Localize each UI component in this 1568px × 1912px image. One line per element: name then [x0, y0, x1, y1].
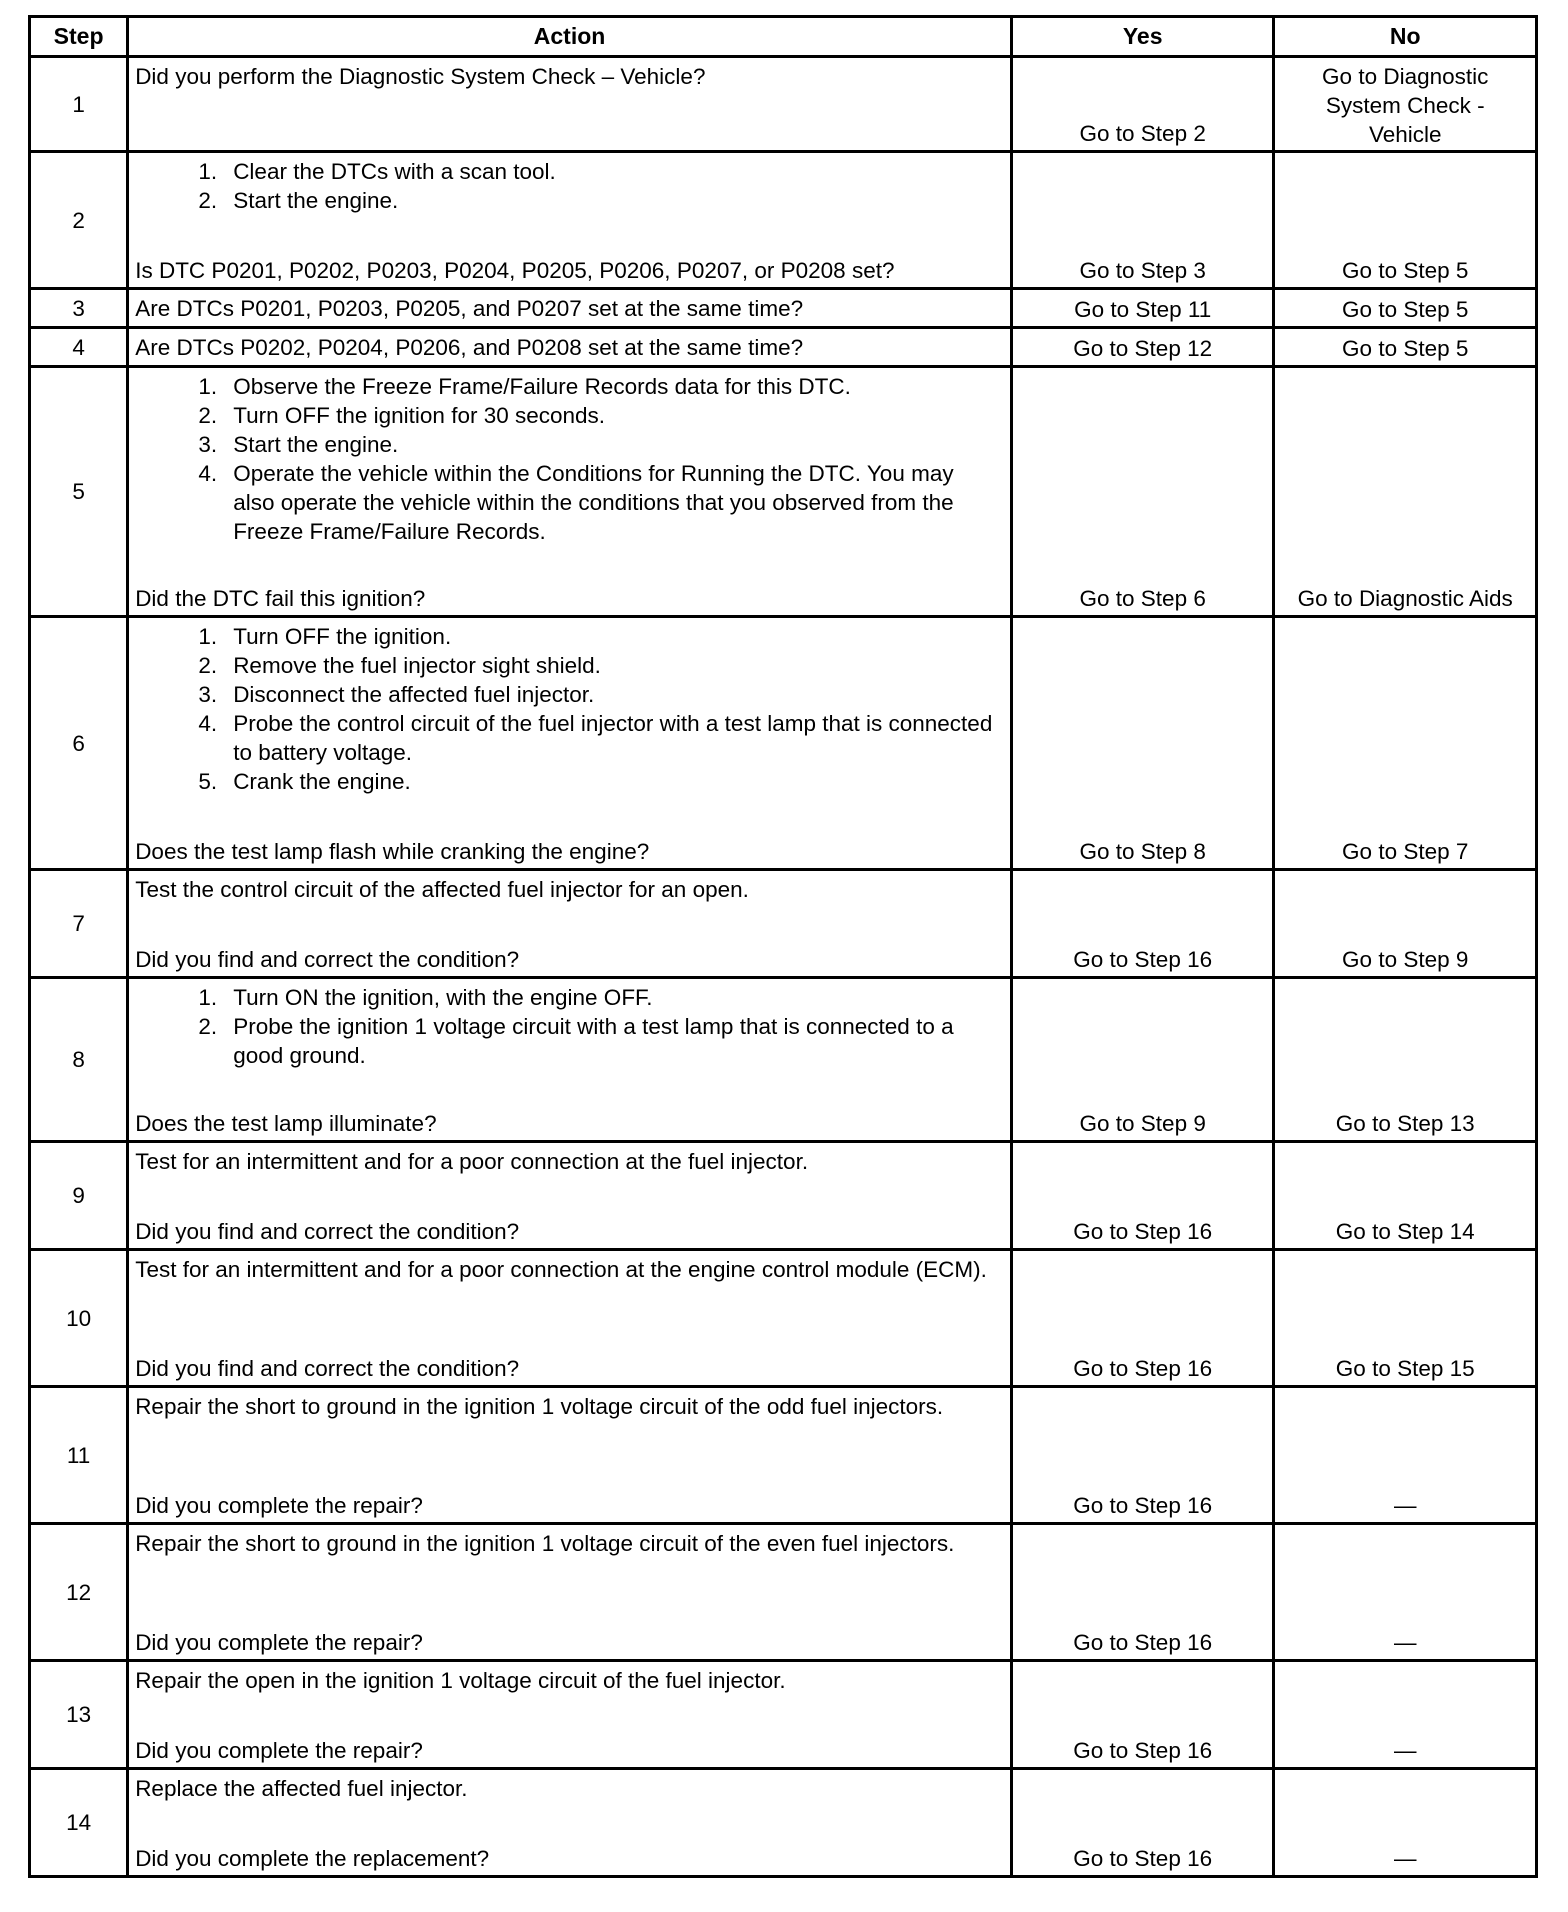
step-number: 5	[30, 367, 128, 617]
yes-outcome: Go to Step 16	[1073, 1846, 1213, 1871]
step-number: 2	[30, 152, 128, 289]
header-row	[30, 17, 1537, 57]
table-row	[30, 1769, 1537, 1877]
instruction-text: Remove the fuel injector sight shield.	[233, 653, 601, 678]
yes-outcome: Go to Step 16	[1073, 1738, 1213, 1763]
no-outcome: Go to Diagnostic System Check - Vehicle	[1322, 64, 1489, 147]
yes-outcome: Go to Step 2	[1079, 121, 1206, 146]
table-row	[30, 367, 1537, 617]
no-cell	[1274, 1769, 1537, 1877]
instruction-text: Operate the vehicle within the Conditions for Running the DTC. You may also operate the vehicle within the conditions that you observed from the Freeze Frame/Failure Records.	[233, 461, 954, 544]
instruction-text: Observe the Freeze Frame/Failure Records data for this DTC.	[233, 374, 851, 399]
yes-outcome: Go to Step 12	[1073, 336, 1213, 361]
step-number: 14	[30, 1769, 128, 1877]
table-row	[30, 870, 1537, 978]
yes-cell	[1011, 1250, 1274, 1387]
instruction-item	[135, 186, 1004, 215]
no-cell	[1274, 1387, 1537, 1524]
table-row	[30, 1142, 1537, 1250]
step-number: 8	[30, 978, 128, 1142]
instruction-number: 2.	[198, 653, 218, 678]
table-row	[30, 1661, 1537, 1769]
action-text: Did you perform the Diagnostic System Check – Vehicle?	[135, 64, 706, 89]
instruction-number: 1.	[198, 374, 218, 399]
instruction-list	[135, 983, 1004, 1070]
table-row	[30, 617, 1537, 870]
no-cell	[1274, 152, 1537, 289]
step-number: 1	[30, 57, 128, 152]
no-outcome: Go to Step 9	[1342, 947, 1469, 972]
table-row	[30, 1387, 1537, 1524]
header-action: Action	[128, 17, 1012, 57]
instruction-item	[135, 983, 1004, 1012]
action-question: Is DTC P0201, P0202, P0203, P0204, P0205, P0206, P0207, or P0208 set?	[135, 258, 895, 283]
instruction-text: Turn ON the ignition, with the engine OFF.	[233, 985, 653, 1010]
no-cell	[1274, 1661, 1537, 1769]
instruction-list	[135, 622, 1004, 796]
table-row	[30, 289, 1537, 328]
table-row	[30, 1250, 1537, 1387]
action-text: Test the control circuit of the affected fuel injector for an open.	[135, 877, 749, 902]
no-outcome: Go to Step 5	[1342, 258, 1469, 283]
instruction-text: Probe the ignition 1 voltage circuit with a test lamp that is connected to a good ground.	[233, 1014, 954, 1068]
table-row	[30, 978, 1537, 1142]
instruction-item	[135, 680, 1004, 709]
no-cell	[1274, 1142, 1537, 1250]
instruction-item	[135, 1012, 1004, 1070]
no-cell	[1274, 57, 1537, 152]
action-cell	[128, 1142, 1012, 1250]
diagnostic-table	[28, 15, 1538, 1878]
no-cell	[1274, 367, 1537, 617]
yes-outcome: Go to Step 16	[1073, 1356, 1213, 1381]
instruction-text: Start the engine.	[233, 432, 399, 457]
yes-outcome: Go to Step 16	[1073, 947, 1213, 972]
yes-cell	[1011, 1387, 1274, 1524]
action-cell	[128, 617, 1012, 870]
no-outcome: —	[1393, 1738, 1417, 1763]
instruction-number: 2.	[198, 1014, 218, 1039]
no-outcome: Go to Step 5	[1342, 297, 1469, 322]
no-outcome: —	[1393, 1630, 1417, 1655]
header-step: Step	[30, 17, 128, 57]
action-cell	[128, 1661, 1012, 1769]
action-question: Did you complete the repair?	[135, 1493, 423, 1518]
yes-cell	[1011, 1661, 1274, 1769]
instruction-number: 2.	[198, 188, 218, 213]
yes-outcome: Go to Step 11	[1074, 297, 1212, 322]
no-cell	[1274, 1524, 1537, 1661]
yes-cell	[1011, 289, 1274, 328]
yes-cell	[1011, 978, 1274, 1142]
instruction-item	[135, 651, 1004, 680]
action-cell	[128, 978, 1012, 1142]
yes-outcome: Go to Step 16	[1073, 1219, 1213, 1244]
action-question: Did you find and correct the condition?	[135, 1219, 520, 1244]
action-cell	[128, 152, 1012, 289]
action-text: Repair the open in the ignition 1 voltage circuit of the fuel injector.	[135, 1668, 786, 1693]
instruction-text: Crank the engine.	[233, 769, 411, 794]
action-text: Repair the short to ground in the ignition 1 voltage circuit of the odd fuel injectors.	[135, 1394, 944, 1419]
table-row	[30, 152, 1537, 289]
instruction-item	[135, 372, 1004, 401]
header-yes: Yes	[1011, 17, 1274, 57]
action-question: Did you find and correct the condition?	[135, 1356, 520, 1381]
yes-cell	[1011, 1524, 1274, 1661]
yes-cell	[1011, 152, 1274, 289]
yes-cell	[1011, 328, 1274, 367]
action-text: Are DTCs P0201, P0203, P0205, and P0207 set at the same time?	[135, 296, 804, 321]
instruction-number: 4.	[198, 461, 218, 486]
instruction-item	[135, 157, 1004, 186]
instruction-item	[135, 767, 1004, 796]
instruction-number: 1.	[198, 985, 218, 1010]
action-cell	[128, 367, 1012, 617]
step-number: 4	[30, 328, 128, 367]
step-number: 9	[30, 1142, 128, 1250]
step-number: 6	[30, 617, 128, 870]
yes-cell	[1011, 870, 1274, 978]
action-cell	[128, 1769, 1012, 1877]
no-outcome: —	[1393, 1846, 1417, 1871]
no-outcome: Go to Diagnostic Aids	[1297, 586, 1513, 611]
no-cell	[1274, 289, 1537, 328]
yes-cell	[1011, 617, 1274, 870]
instruction-text: Probe the control circuit of the fuel injector with a test lamp that is connected to battery voltage.	[233, 711, 993, 765]
header-no: No	[1274, 17, 1537, 57]
no-cell	[1274, 870, 1537, 978]
table-row	[30, 57, 1537, 152]
action-text: Test for an intermittent and for a poor connection at the engine control module (ECM).	[135, 1257, 987, 1282]
step-number: 11	[30, 1387, 128, 1524]
action-question: Did you complete the replacement?	[135, 1846, 490, 1871]
action-cell	[128, 1250, 1012, 1387]
instruction-list	[135, 372, 1004, 546]
table-row	[30, 328, 1537, 367]
step-number: 13	[30, 1661, 128, 1769]
action-text: Are DTCs P0202, P0204, P0206, and P0208 set at the same time?	[135, 335, 804, 360]
instruction-number: 3.	[198, 682, 218, 707]
instruction-text: Turn OFF the ignition.	[233, 624, 452, 649]
instruction-number: 1.	[198, 624, 218, 649]
no-cell	[1274, 617, 1537, 870]
action-question: Did you complete the repair?	[135, 1630, 423, 1655]
action-question: Does the test lamp illuminate?	[135, 1111, 437, 1136]
no-cell	[1274, 978, 1537, 1142]
step-number: 7	[30, 870, 128, 978]
no-cell	[1274, 1250, 1537, 1387]
instruction-text: Start the engine.	[233, 188, 399, 213]
no-outcome: —	[1393, 1493, 1417, 1518]
yes-cell	[1011, 1769, 1274, 1877]
step-number: 12	[30, 1524, 128, 1661]
instruction-number: 2.	[198, 403, 218, 428]
table-body	[30, 57, 1537, 1877]
instruction-item	[135, 430, 1004, 459]
yes-cell	[1011, 57, 1274, 152]
action-question: Did the DTC fail this ignition?	[135, 586, 426, 611]
action-cell	[128, 57, 1012, 152]
instruction-item	[135, 622, 1004, 651]
yes-outcome: Go to Step 3	[1079, 258, 1206, 283]
yes-outcome: Go to Step 16	[1073, 1493, 1213, 1518]
yes-cell	[1011, 367, 1274, 617]
instruction-list	[135, 157, 1004, 215]
instruction-number: 3.	[198, 432, 218, 457]
no-outcome: Go to Step 7	[1342, 839, 1469, 864]
instruction-item	[135, 709, 1004, 767]
action-cell	[128, 870, 1012, 978]
yes-outcome: Go to Step 16	[1073, 1630, 1213, 1655]
yes-outcome: Go to Step 8	[1079, 839, 1206, 864]
no-cell	[1274, 328, 1537, 367]
action-question: Did you find and correct the condition?	[135, 947, 520, 972]
instruction-number: 5.	[198, 769, 218, 794]
yes-cell	[1011, 1142, 1274, 1250]
instruction-text: Disconnect the affected fuel injector.	[233, 682, 595, 707]
action-cell	[128, 328, 1012, 367]
no-outcome: Go to Step 5	[1342, 336, 1469, 361]
instruction-item	[135, 459, 1004, 546]
action-text: Repair the short to ground in the ignition 1 voltage circuit of the even fuel injectors.	[135, 1531, 955, 1556]
instruction-number: 1.	[198, 159, 218, 184]
instruction-number: 4.	[198, 711, 218, 736]
step-number: 10	[30, 1250, 128, 1387]
no-outcome: Go to Step 15	[1335, 1356, 1475, 1381]
table-row	[30, 1524, 1537, 1661]
instruction-text: Turn OFF the ignition for 30 seconds.	[233, 403, 606, 428]
no-outcome: Go to Step 13	[1335, 1111, 1475, 1136]
action-text: Replace the affected fuel injector.	[135, 1776, 468, 1801]
instruction-text: Clear the DTCs with a scan tool.	[233, 159, 556, 184]
step-number: 3	[30, 289, 128, 328]
yes-outcome: Go to Step 9	[1079, 1111, 1206, 1136]
action-question: Does the test lamp flash while cranking the engine?	[135, 839, 650, 864]
no-outcome: Go to Step 14	[1335, 1219, 1475, 1244]
action-cell	[128, 289, 1012, 328]
action-cell	[128, 1387, 1012, 1524]
yes-outcome: Go to Step 6	[1079, 586, 1206, 611]
instruction-item	[135, 401, 1004, 430]
action-question: Did you complete the repair?	[135, 1738, 423, 1763]
action-cell	[128, 1524, 1012, 1661]
action-text: Test for an intermittent and for a poor connection at the fuel injector.	[135, 1149, 809, 1174]
